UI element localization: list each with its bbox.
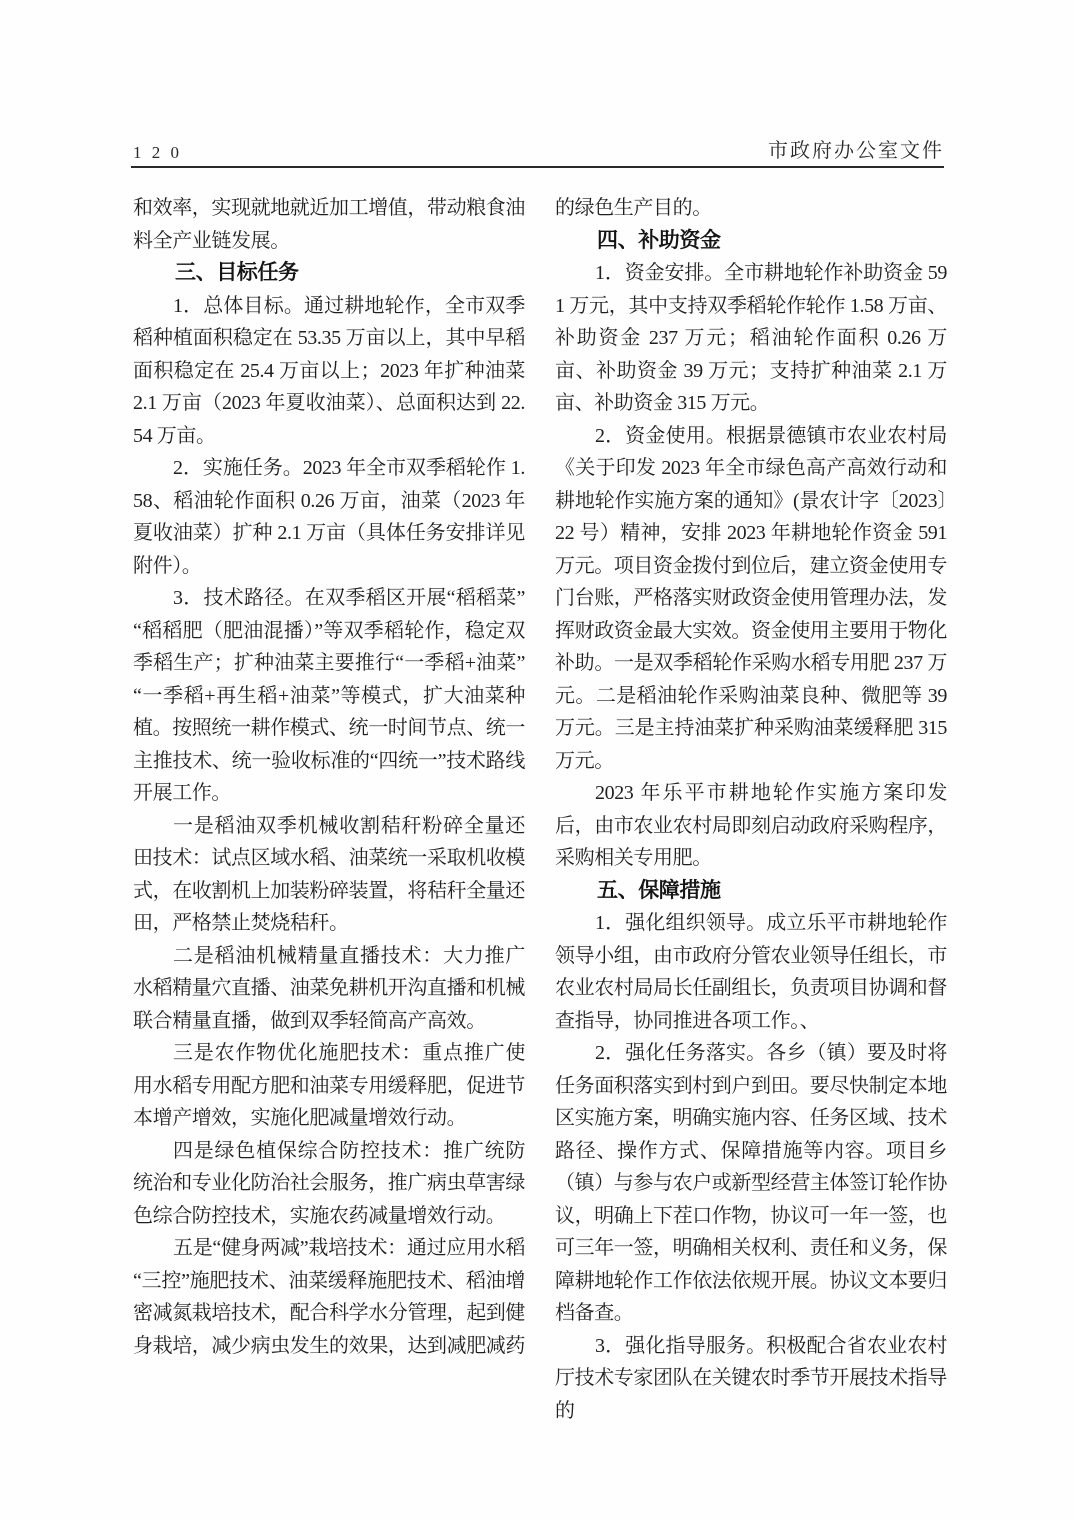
paragraph: 五是“健身两减”栽培技术：通过应用水稻“三控”施肥技术、油菜缓释施肥技术、稻油增密减氮栽培技术，配合科学水分管理，起到健身栽培，减少病虫发生的效果，达到减肥减药 <box>133 1237 525 1357</box>
section-heading: 三、目标任务 <box>175 261 299 284</box>
paragraph: 1．资金安排。全市耕地轮作补助资金 591 万元，其中支持双季稻轮作轮作 1.58 万亩、补助资金 237 万元；稻油轮作面积 0.26 万亩、补助资金 39 万元；支持扩种油菜 2.1 万亩、补助资金 315 万元。 <box>555 262 947 414</box>
paragraph: 三是农作物优化施肥技术：重点推广使用水稻专用配方肥和油菜专用缓释肥，促进节本增产增效，实施化肥减量增效行动。 <box>133 1042 525 1129</box>
paragraph: 2．资金使用。根据景德镇市农业农村局《关于印发 2023 年全市绿色高产高效行动和耕地轮作实施方案的通知》(景农计字〔2023〕22 号）精神，安排 2023 年耕地轮作资金 591 万元。项目资金拨付到位后，建立资金使用专门台账，严格落实财政资金使用管理办法，发挥财政资金最大实效。资金使用主要用于物化补助。一是双季稻轮作采购水稻专用肥 237 万元。二是稻油轮作采购油菜良种、微肥等 39 万元。三是主持油菜扩种采购油菜缓释肥 315 万元。 <box>555 424 947 772</box>
section-heading: 五、保障措施 <box>597 878 721 902</box>
left-column <box>133 192 525 1427</box>
page-number: 1 2 0 <box>133 143 182 162</box>
document-body <box>133 192 947 1427</box>
right-column <box>555 192 947 1427</box>
section-heading: 四、补助资金 <box>597 228 721 252</box>
paragraph: 2023 年乐平市耕地轮作实施方案印发后，由市农业农村局即刻启动政府采购程序，采购相关专用肥。 <box>555 782 947 869</box>
paragraph: 1．总体目标。通过耕地轮作，全市双季稻种植面积稳定在 53.35 万亩以上，其中早稻面积稳定在 25.4 万亩以上；2023 年扩种油菜 2.1 万亩（2023 年夏收油菜）、总面积达到 22.54 万亩。 <box>133 294 525 447</box>
paragraph: 和效率，实现就地就近加工增值，带动粮食油料全产业链发展。 <box>133 197 525 252</box>
paragraph: 1．强化组织领导。成立乐平市耕地轮作领导小组，由市政府分管农业领导任组长，市农业农村局局长任副组长，负责项目协调和督查指导，协同推进各项工作。、 <box>555 912 947 1032</box>
paragraph: 二是稻油机械精量直播技术：大力推广水稻精量穴直播、油菜免耕机开沟直播和机械联合精量直播，做到双季轻简高产高效。 <box>133 944 525 1032</box>
header-rule <box>131 166 944 168</box>
paragraph: 2．实施任务。2023 年全市双季稻轮作 1.58、稻油轮作面积 0.26 万亩，油菜（2023 年夏收油菜）扩种 2.1 万亩（具体任务安排详见附件）。 <box>133 457 525 577</box>
paragraph: 一是稻油双季机械收割秸秆粉碎全量还田技术：试点区域水稻、油菜统一采取机收模式，在收割机上加装粉碎装置，将秸秆全量还田，严格禁止焚烧秸秆。 <box>133 814 525 934</box>
paragraph: 3．技术路径。在双季稻区开展“稻稻菜”“稻稻肥（肥油混播）”等双季稻轮作，稳定双季稻生产；扩种油菜主要推行“一季稻+油菜”“一季稻+再生稻+油菜”等模式，扩大油菜种植。按照统一耕作模式、统一时间节点、统一主推技术、统一验收标准的“四统一”技术路线开展工作。 <box>133 587 525 804</box>
paragraph: 的绿色生产目的。 <box>555 197 712 219</box>
page-header <box>133 134 944 163</box>
paragraph: 2．强化任务落实。各乡（镇）要及时将任务面积落实到村到户到田。要尽快制定本地区实施方案，明确实施内容、任务区域、技术路径、操作方式、保障措施等内容。项目乡（镇）与参与农户或新型经营主体签订轮作协议，明确上下茬口作物，协议可一年一签，也可三年一签，明确相关权利、责任和义务，保障耕地轮作工作依法依规开展。协议文本要归档备查。 <box>555 1042 947 1324</box>
paragraph: 四是绿色植保综合防控技术：推广统防统治和专业化防治社会服务，推广病虫草害绿色综合防控技术，实施农药减量增效行动。 <box>133 1139 525 1227</box>
paragraph: 3．强化指导服务。积极配合省农业农村厅技术专家团队在关键农时季节开展技术指导的 <box>555 1334 947 1422</box>
header-doc-type: 市政府办公室文件 <box>768 140 944 162</box>
